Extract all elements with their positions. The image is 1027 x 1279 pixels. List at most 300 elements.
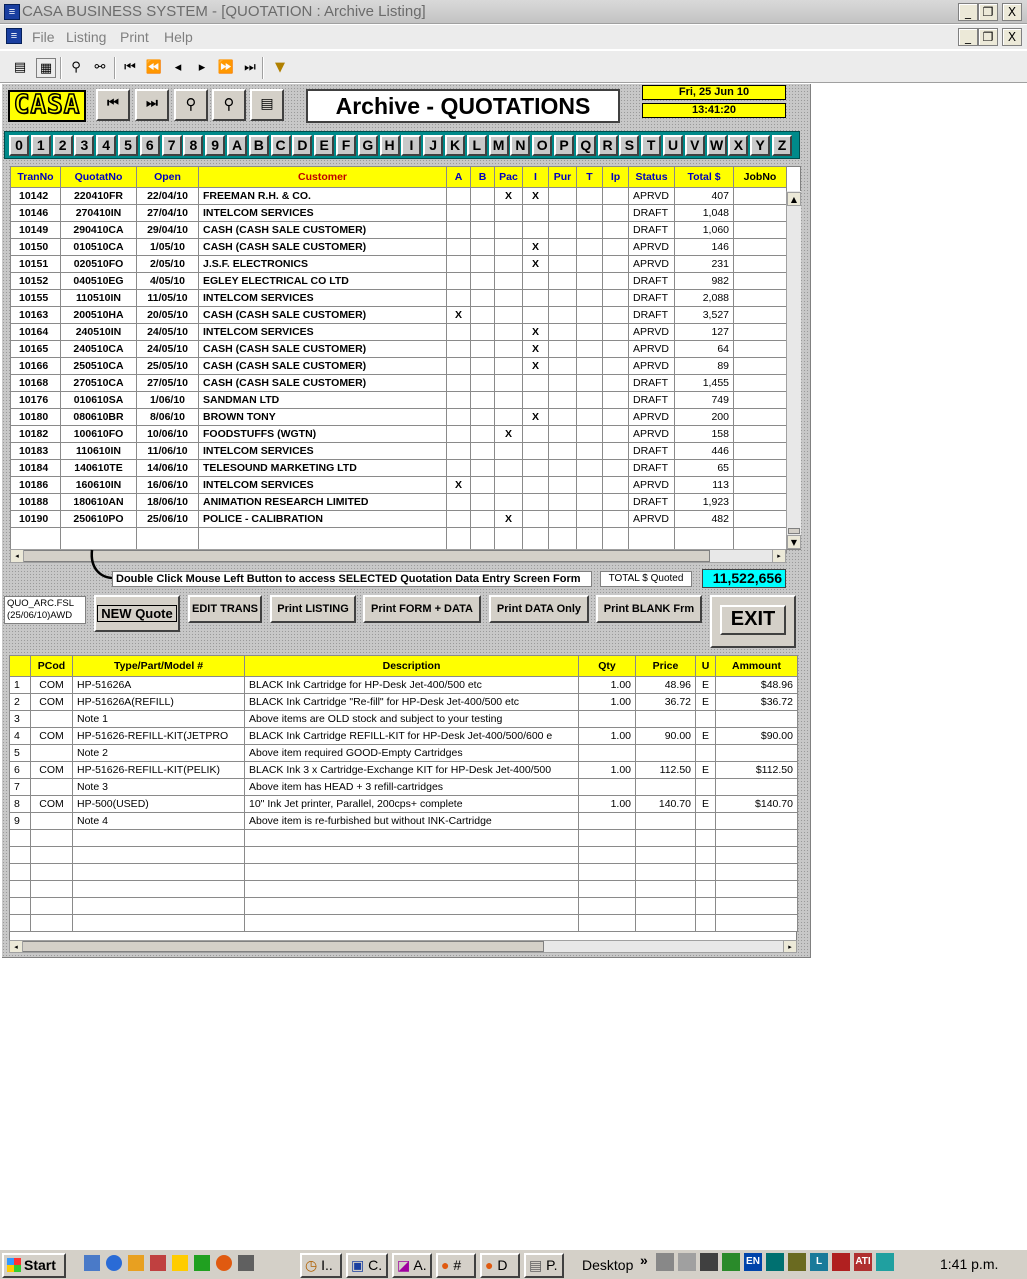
archive-cell[interactable] [447,188,471,205]
archive-cell[interactable]: APRVD [629,188,675,205]
archive-cell[interactable]: 20/05/10 [137,307,199,324]
detail-cell[interactable]: 1.00 [579,796,636,813]
archive-cell[interactable] [471,392,495,409]
archive-cell[interactable] [447,273,471,290]
alpha-index-k[interactable]: K [445,135,465,156]
archive-cell[interactable]: 64 [675,341,734,358]
archive-cell[interactable]: 1,923 [675,494,734,511]
archive-cell[interactable]: 240510CA [61,341,137,358]
archive-row[interactable] [11,477,787,494]
archive-row[interactable] [11,511,787,528]
alpha-index-e[interactable]: E [314,135,334,156]
archive-row[interactable] [11,273,787,290]
detail-empty-cell[interactable] [245,847,579,864]
alpha-index-z[interactable]: Z [772,135,792,156]
archive-cell[interactable]: 10188 [11,494,61,511]
archive-cell[interactable] [471,205,495,222]
archive-row[interactable] [11,205,787,222]
archive-cell[interactable] [523,460,549,477]
firefox-icon[interactable] [216,1255,232,1271]
detail-row[interactable] [10,762,798,779]
detail-empty-cell[interactable] [245,830,579,847]
l-app-icon[interactable]: L [810,1253,828,1271]
archive-cell[interactable] [495,494,523,511]
archive-cell[interactable]: 27/04/10 [137,205,199,222]
archive-cell[interactable] [523,477,549,494]
archive-cell[interactable]: X [495,188,523,205]
detail-empty-cell[interactable] [10,830,31,847]
detail-empty-cell[interactable] [245,915,579,932]
archive-cell[interactable]: 10/06/10 [137,426,199,443]
alpha-index-m[interactable]: M [489,135,509,156]
detail-cell[interactable]: E [696,762,716,779]
archive-cell[interactable] [734,307,787,324]
detail-empty-cell[interactable] [716,915,798,932]
menu-file[interactable]: File [32,29,55,45]
archive-cell[interactable] [603,443,629,460]
detail-cell[interactable] [579,813,636,830]
archive-cell[interactable]: 10155 [11,290,61,307]
archive-cell[interactable]: 24/05/10 [137,324,199,341]
archive-cell[interactable] [734,409,787,426]
archive-cell[interactable]: 080610BR [61,409,137,426]
alpha-index-d[interactable]: D [292,135,312,156]
detail-empty-cell[interactable] [579,881,636,898]
archive-cell[interactable] [577,324,603,341]
archive-row[interactable] [11,426,787,443]
desktop-toolbar-label[interactable]: Desktop [582,1257,634,1273]
archive-col-header[interactable]: QuotatNo [61,167,137,188]
archive-cell[interactable] [471,358,495,375]
task-button-6[interactable] [524,1253,564,1278]
detail-empty-cell[interactable] [696,915,716,932]
archive-cell[interactable]: APRVD [629,426,675,443]
archive-cell[interactable] [549,392,577,409]
archive-cell[interactable]: 200 [675,409,734,426]
alpha-index-1[interactable]: 1 [31,135,51,156]
archive-cell[interactable]: FREEMAN R.H. & CO. [199,188,447,205]
detail-cell[interactable]: 7 [10,779,31,796]
detail-cell[interactable] [716,779,798,796]
archive-cell[interactable] [495,392,523,409]
archive-cell[interactable]: 290410CA [61,222,137,239]
detail-cell[interactable] [696,745,716,762]
archive-cell[interactable]: 29/04/10 [137,222,199,239]
detail-empty-cell[interactable] [636,915,696,932]
archive-cell[interactable]: 240510IN [61,324,137,341]
archive-cell[interactable]: 158 [675,426,734,443]
archive-cell[interactable] [523,494,549,511]
archive-cell[interactable]: CASH (CASH SALE CUSTOMER) [199,222,447,239]
archive-cell[interactable]: 2,088 [675,290,734,307]
archive-cell[interactable]: X [523,324,549,341]
archive-cell[interactable] [447,341,471,358]
archive-cell[interactable] [577,426,603,443]
mdi-minimize-button[interactable]: _ [958,28,978,46]
archive-cell[interactable] [577,460,603,477]
archive-cell[interactable] [447,460,471,477]
detail-cell[interactable]: Note 1 [73,711,245,728]
archive-cell[interactable]: CASH (CASH SALE CUSTOMER) [199,375,447,392]
print-blank-form-button[interactable]: Print BLANK Frm [596,595,702,623]
app-icon[interactable]: ≡ [4,4,20,20]
detail-empty-cell[interactable] [636,881,696,898]
archive-cell[interactable]: APRVD [629,256,675,273]
detail-cell[interactable]: HP-51626-REFILL-KIT(PELIK) [73,762,245,779]
filter-icon[interactable]: ▼ [275,60,285,75]
archive-cell[interactable]: APRVD [629,324,675,341]
detail-cell[interactable]: Above items are OLD stock and subject to your testing [245,711,579,728]
archive-cell[interactable]: 10150 [11,239,61,256]
archive-col-header[interactable]: Status [629,167,675,188]
archive-cell[interactable] [495,222,523,239]
detail-empty-cell[interactable] [579,898,636,915]
detail-empty-cell[interactable] [31,864,73,881]
detail-empty-cell[interactable] [696,864,716,881]
archive-cell[interactable] [523,222,549,239]
detail-cell[interactable]: Note 4 [73,813,245,830]
archive-cell[interactable]: 2/05/10 [137,256,199,273]
archive-cell[interactable]: SANDMAN LTD [199,392,447,409]
detail-empty-cell[interactable] [73,830,245,847]
archive-cell[interactable] [495,307,523,324]
chevron-icon[interactable]: » [640,1252,648,1268]
detail-cell[interactable]: HP-51626-REFILL-KIT(JETPRO [73,728,245,745]
calculator-icon[interactable] [150,1255,166,1271]
archive-cell[interactable]: DRAFT [629,443,675,460]
archive-cell[interactable] [447,511,471,528]
archive-cell[interactable] [734,341,787,358]
archive-cell[interactable] [471,188,495,205]
display-icon[interactable] [876,1253,894,1271]
language-en-icon[interactable]: EN [744,1253,762,1271]
detail-cell[interactable]: 1.00 [579,728,636,745]
form-view-icon[interactable]: ▤ [13,60,27,75]
detail-cell[interactable]: $112.50 [716,762,798,779]
archive-cell[interactable] [734,324,787,341]
archive-cell[interactable]: INTELCOM SERVICES [199,443,447,460]
b-app-icon[interactable] [194,1255,210,1271]
archive-cell[interactable] [549,477,577,494]
archive-cell[interactable]: 010610SA [61,392,137,409]
detail-cell[interactable] [31,745,73,762]
archive-cell[interactable] [471,273,495,290]
archive-cell[interactable] [603,494,629,511]
archive-cell[interactable] [471,409,495,426]
archive-cell[interactable]: 1,048 [675,205,734,222]
detail-empty-cell[interactable] [73,915,245,932]
task-button-4[interactable] [436,1253,476,1278]
archive-cell[interactable] [495,273,523,290]
detail-empty-cell[interactable] [73,847,245,864]
archive-cell[interactable]: 10182 [11,426,61,443]
zoom-button[interactable] [212,89,246,121]
archive-cell[interactable]: 14/06/10 [137,460,199,477]
archive-cell[interactable] [734,290,787,307]
archive-row[interactable] [11,222,787,239]
detail-cell[interactable] [31,813,73,830]
archive-cell[interactable] [603,375,629,392]
archive-cell[interactable] [603,239,629,256]
detail-empty-cell[interactable] [31,881,73,898]
archive-cell[interactable] [577,494,603,511]
archive-cell[interactable]: 10146 [11,205,61,222]
archive-cell[interactable]: DRAFT [629,375,675,392]
archive-cell[interactable] [549,324,577,341]
archive-cell[interactable]: TELESOUND MARKETING LTD [199,460,447,477]
detail-row[interactable] [10,728,798,745]
archive-cell[interactable]: 180610AN [61,494,137,511]
detail-cell[interactable]: BLACK Ink Cartridge REFILL-KIT for HP-Desk Jet-400/500/600 e [245,728,579,745]
alpha-index-r[interactable]: R [598,135,618,156]
archive-cell[interactable]: 10152 [11,273,61,290]
archive-cell[interactable]: 10184 [11,460,61,477]
archive-cell[interactable]: ANIMATION RESEARCH LIMITED [199,494,447,511]
network-icon[interactable] [700,1253,718,1271]
archive-cell[interactable] [447,426,471,443]
archive-cell[interactable]: 25/05/10 [137,358,199,375]
archive-cell[interactable]: 10180 [11,409,61,426]
archive-row[interactable] [11,494,787,511]
alpha-index-5[interactable]: 5 [118,135,138,156]
archive-cell[interactable]: DRAFT [629,222,675,239]
detail-cell[interactable]: $90.00 [716,728,798,745]
next-record-icon[interactable]: ▸ [198,60,206,75]
detail-cell[interactable]: HP-500(USED) [73,796,245,813]
archive-cell[interactable]: 4/05/10 [137,273,199,290]
archive-cell[interactable] [447,375,471,392]
archive-row[interactable] [11,324,787,341]
scroll-left-arrow[interactable]: ◂ [10,549,24,563]
archive-cell[interactable] [523,290,549,307]
archive-cell[interactable]: X [447,477,471,494]
document-icon[interactable]: ≡ [6,28,22,44]
detail-cell[interactable]: $48.96 [716,677,798,694]
archive-cell[interactable] [447,290,471,307]
last-record-button[interactable] [135,89,169,121]
archive-cell[interactable]: APRVD [629,341,675,358]
detail-empty-cell[interactable] [716,847,798,864]
archive-cell[interactable] [549,460,577,477]
archive-cell[interactable]: 25/06/10 [137,511,199,528]
detail-empty-cell[interactable] [716,898,798,915]
archive-cell[interactable]: 010510CA [61,239,137,256]
archive-cell[interactable] [523,443,549,460]
task-button-1[interactable] [300,1253,342,1278]
archive-cell[interactable] [495,443,523,460]
alpha-index-g[interactable]: G [358,135,378,156]
archive-cell[interactable] [549,273,577,290]
archive-cell[interactable]: 1/06/10 [137,392,199,409]
archive-cell[interactable]: APRVD [629,409,675,426]
detail-empty-cell[interactable] [696,881,716,898]
detail-cell[interactable] [716,813,798,830]
menu-print[interactable]: Print [120,29,149,45]
archive-cell[interactable] [495,290,523,307]
detail-empty-cell[interactable] [636,830,696,847]
archive-col-header[interactable]: Ip [603,167,629,188]
archive-cell[interactable]: 10142 [11,188,61,205]
archive-cell[interactable] [603,273,629,290]
archive-cell[interactable] [523,375,549,392]
detail-cell[interactable]: Above item has HEAD + 3 refill-cartridges [245,779,579,796]
detail-cell[interactable] [579,711,636,728]
sync-icon[interactable] [722,1253,740,1271]
detail-empty-cell[interactable] [31,915,73,932]
archive-cell[interactable]: X [523,409,549,426]
archive-cell[interactable] [471,324,495,341]
archive-cell[interactable] [495,239,523,256]
task-button-3[interactable] [392,1253,432,1278]
detail-row[interactable] [10,677,798,694]
archive-cell[interactable]: 982 [675,273,734,290]
archive-cell[interactable] [603,188,629,205]
alpha-index-q[interactable]: Q [576,135,596,156]
detail-cell[interactable]: COM [31,728,73,745]
archive-cell[interactable]: 10190 [11,511,61,528]
archive-row[interactable] [11,443,787,460]
archive-cell[interactable]: X [523,358,549,375]
archive-col-header[interactable]: B [471,167,495,188]
app-window-icon[interactable] [238,1255,254,1271]
archive-cell[interactable]: 22/04/10 [137,188,199,205]
archive-cell[interactable] [734,392,787,409]
alpha-index-n[interactable]: N [510,135,530,156]
alpha-index-w[interactable]: W [707,135,727,156]
archive-cell[interactable] [577,307,603,324]
task-button-2[interactable] [346,1253,388,1278]
next-page-icon[interactable]: ⏩ [217,60,235,75]
archive-cell[interactable] [603,290,629,307]
detail-cell[interactable]: E [696,677,716,694]
detail-cell[interactable]: COM [31,677,73,694]
archive-cell[interactable] [734,273,787,290]
archive-cell[interactable] [603,358,629,375]
detail-empty-cell[interactable] [579,864,636,881]
archive-cell[interactable] [603,460,629,477]
archive-cell[interactable]: X [523,341,549,358]
archive-cell[interactable] [577,239,603,256]
volume-icon[interactable] [656,1253,674,1271]
alpha-index-x[interactable]: X [728,135,748,156]
archive-cell[interactable]: CASH (CASH SALE CUSTOMER) [199,307,447,324]
alpha-index-o[interactable]: O [532,135,552,156]
archive-cell[interactable] [447,239,471,256]
archive-cell[interactable] [471,477,495,494]
detail-empty-cell[interactable] [696,898,716,915]
detail-row[interactable] [10,796,798,813]
archive-cell[interactable] [495,358,523,375]
archive-col-header[interactable]: I [523,167,549,188]
archive-cell[interactable] [734,460,787,477]
archive-cell[interactable]: 020510FO [61,256,137,273]
archive-cell[interactable] [549,443,577,460]
archive-cell[interactable] [549,290,577,307]
archive-cell[interactable] [471,222,495,239]
archive-cell[interactable] [549,511,577,528]
detail-cell[interactable]: 3 [10,711,31,728]
detail-cell[interactable]: HP-51626A(REFILL) [73,694,245,711]
alpha-index-0[interactable]: 0 [9,135,29,156]
datasheet-view-icon[interactable]: ▦ [36,58,56,78]
alpha-index-3[interactable]: 3 [74,135,94,156]
archive-cell[interactable]: 1,455 [675,375,734,392]
archive-cell[interactable] [577,443,603,460]
archive-cell[interactable]: 407 [675,188,734,205]
archive-cell[interactable] [734,511,787,528]
detail-empty-row[interactable] [10,830,798,847]
alpha-index-t[interactable]: T [641,135,661,156]
archive-cell[interactable] [471,256,495,273]
detail-empty-cell[interactable] [10,915,31,932]
archive-cell[interactable] [549,341,577,358]
detail-cell[interactable]: COM [31,694,73,711]
archive-cell[interactable]: 10168 [11,375,61,392]
archive-cell[interactable]: 10166 [11,358,61,375]
exit-button[interactable] [710,595,796,648]
archive-cell[interactable]: 18/06/10 [137,494,199,511]
archive-cell[interactable]: 140610TE [61,460,137,477]
archive-cell[interactable] [549,222,577,239]
archive-cell[interactable] [495,477,523,494]
archive-cell[interactable] [549,205,577,222]
alpha-index-4[interactable]: 4 [96,135,116,156]
archive-cell[interactable]: 1/05/10 [137,239,199,256]
archive-cell[interactable]: CASH (CASH SALE CUSTOMER) [199,341,447,358]
detail-empty-row[interactable] [10,864,798,881]
archive-row[interactable] [11,409,787,426]
menu-listing[interactable]: Listing [66,29,107,45]
archive-cell[interactable]: 146 [675,239,734,256]
archive-cell[interactable] [734,494,787,511]
scroll-down-arrow[interactable]: ▼ [787,535,801,549]
archive-cell[interactable]: DRAFT [629,392,675,409]
archive-cell[interactable] [577,290,603,307]
archive-row[interactable] [11,188,787,205]
archive-col-header[interactable]: Pac [495,167,523,188]
alpha-index-p[interactable]: P [554,135,574,156]
archive-cell[interactable] [447,392,471,409]
archive-cell[interactable] [549,375,577,392]
detail-empty-row[interactable] [10,847,798,864]
archive-cell[interactable] [523,511,549,528]
print-data-only-button[interactable]: Print DATA Only [489,595,589,623]
archive-cell[interactable] [549,494,577,511]
archive-cell[interactable]: DRAFT [629,205,675,222]
archive-cell[interactable]: 10183 [11,443,61,460]
archive-cell[interactable]: 231 [675,256,734,273]
archive-cell[interactable] [471,341,495,358]
detail-empty-cell[interactable] [245,898,579,915]
detail-empty-cell[interactable] [716,830,798,847]
archive-cell[interactable]: 10176 [11,392,61,409]
archive-cell[interactable]: 200510HA [61,307,137,324]
archive-col-header[interactable]: Pur [549,167,577,188]
archive-cell[interactable]: 16/06/10 [137,477,199,494]
detail-cell[interactable]: 4 [10,728,31,745]
find-replace-icon[interactable]: ⚯ [94,60,106,75]
archive-cell[interactable] [549,358,577,375]
archive-cell[interactable]: 482 [675,511,734,528]
detail-cell[interactable] [716,745,798,762]
menu-help[interactable]: Help [164,29,193,45]
archive-cell[interactable] [577,188,603,205]
archive-cell[interactable]: 270410IN [61,205,137,222]
archive-cell[interactable]: INTELCOM SERVICES [199,324,447,341]
search-button[interactable] [174,89,208,121]
archive-cell[interactable]: DRAFT [629,290,675,307]
detail-empty-cell[interactable] [636,864,696,881]
